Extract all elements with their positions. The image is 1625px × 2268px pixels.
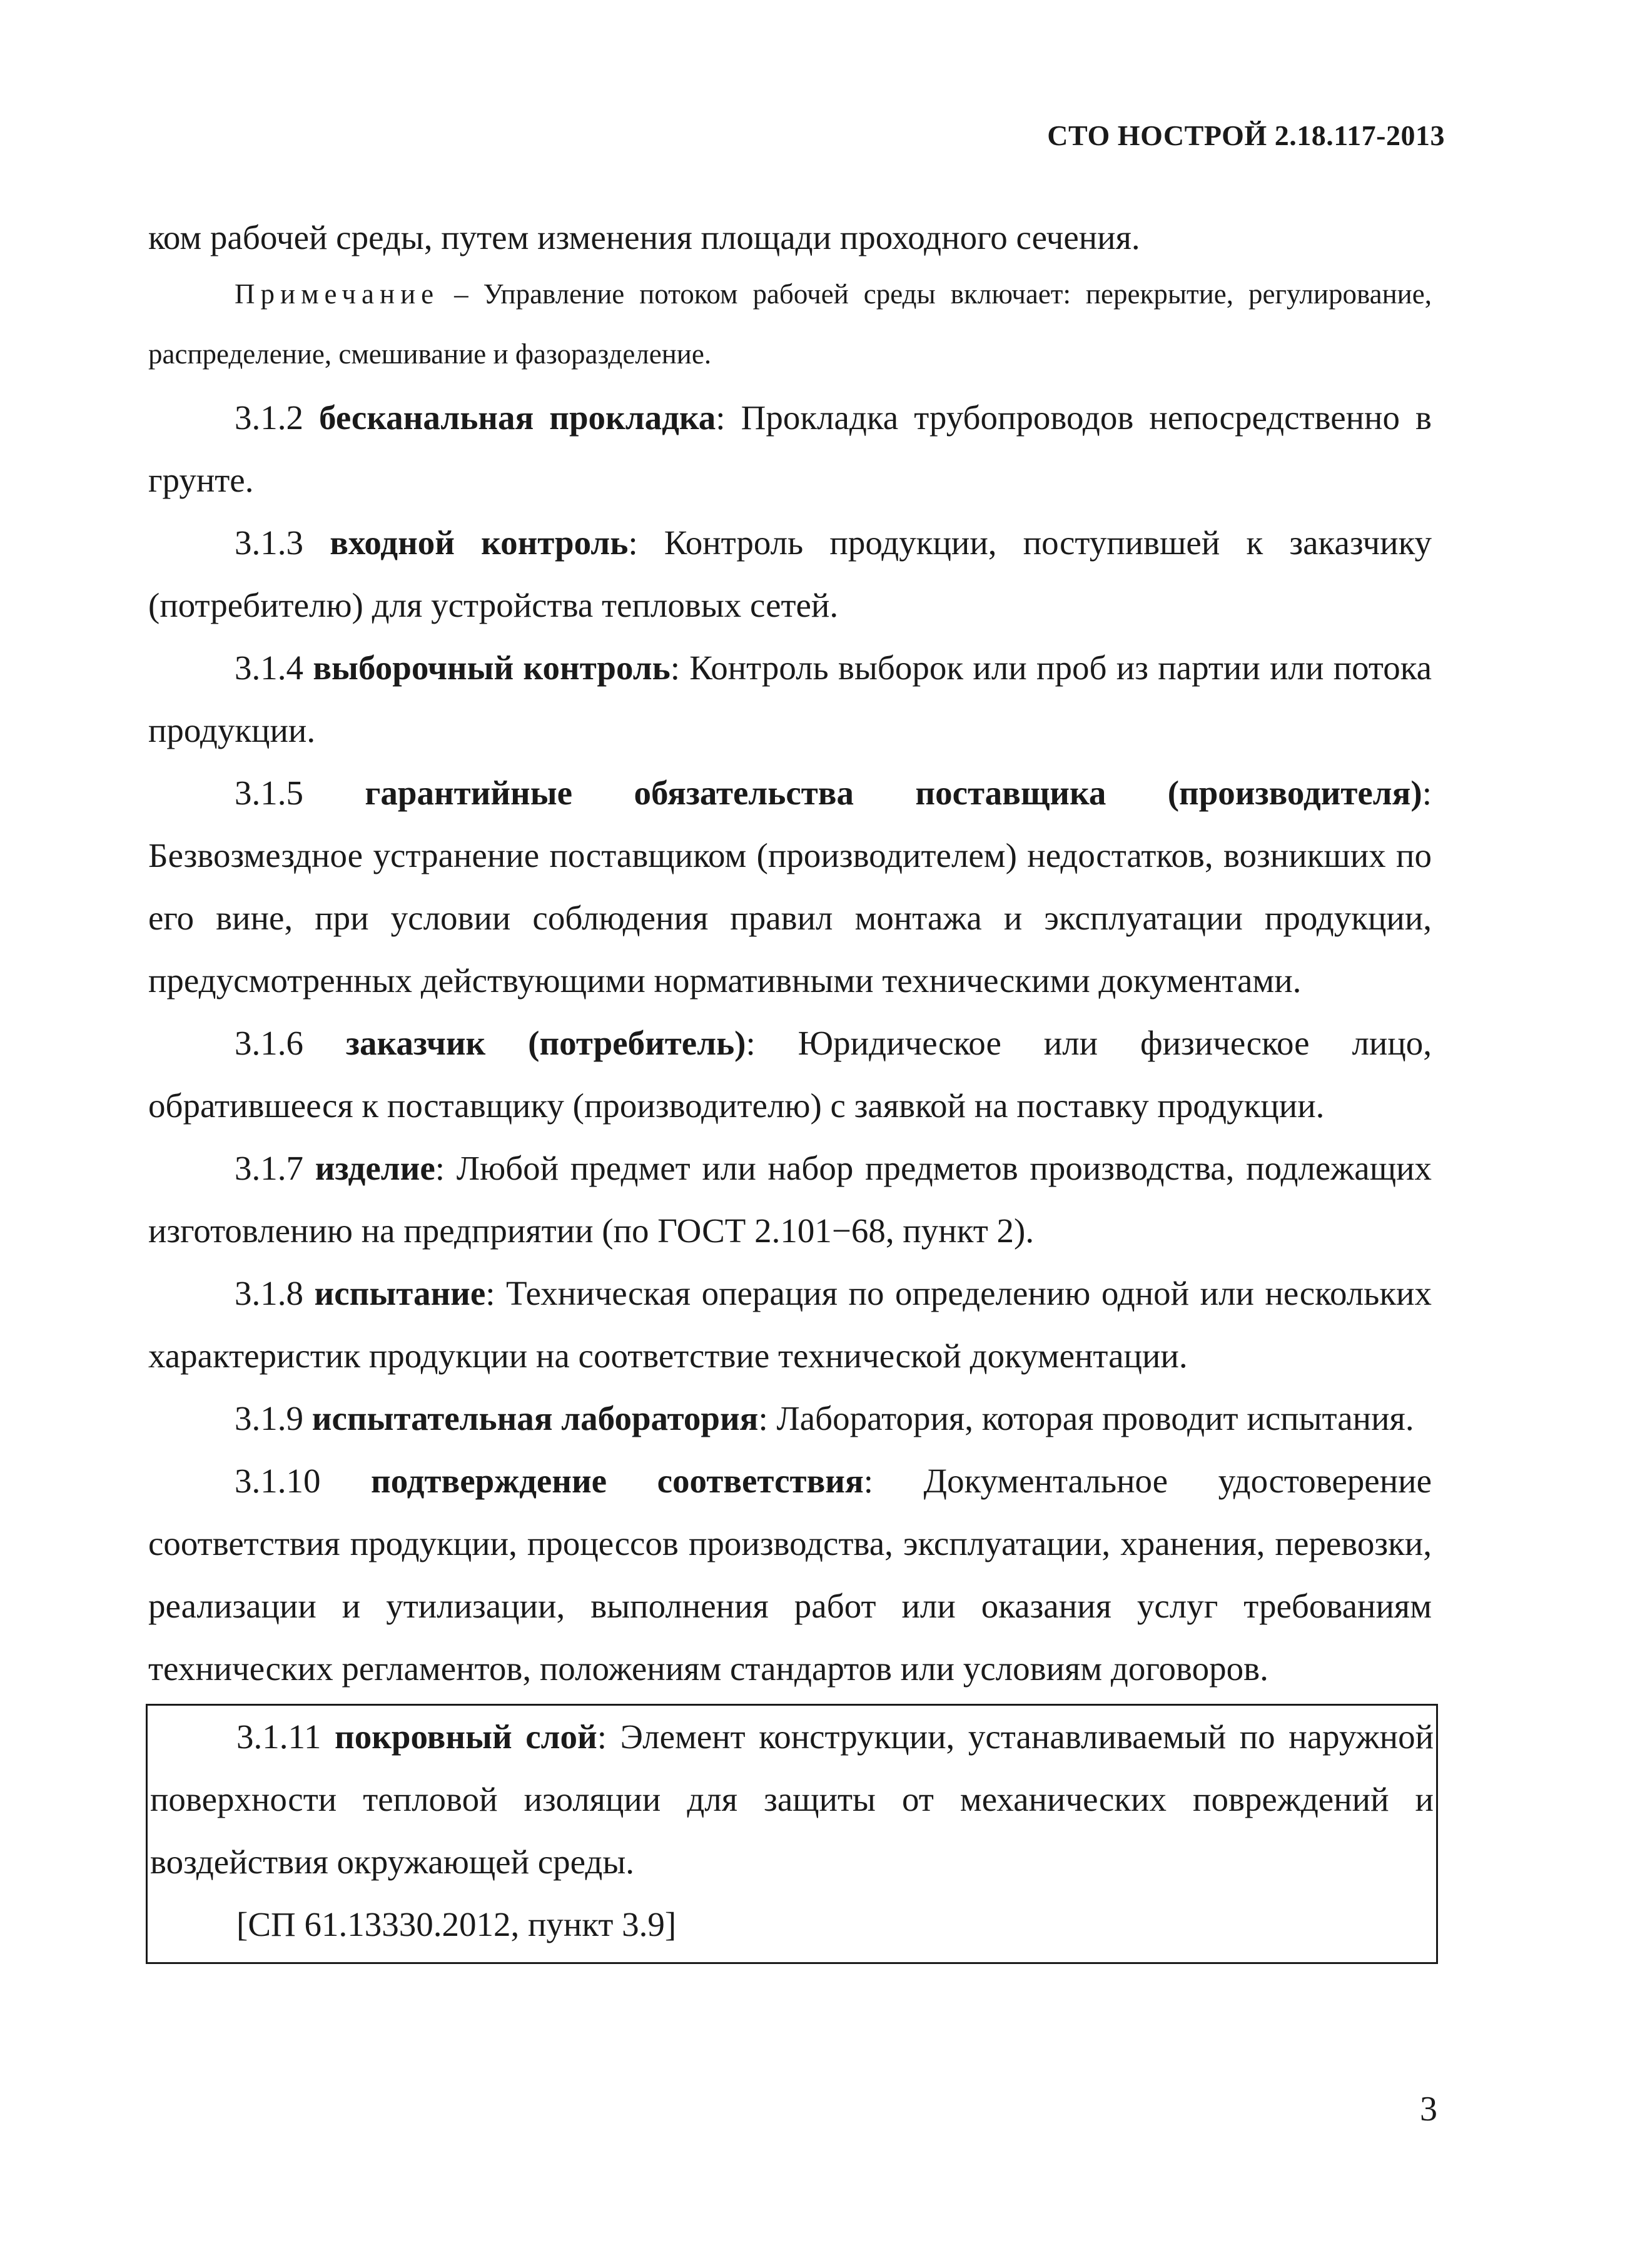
definition-3-1-7 [148, 1137, 1432, 1262]
definition-number: 3.1.4 [235, 649, 313, 687]
definition-number: 3.1.11 [236, 1718, 335, 1756]
document-header: СТО НОСТРОЙ 2.18.117-2013 [1047, 119, 1445, 151]
definition-number: 3.1.5 [235, 774, 365, 812]
definition-text: : Юридическое или физическое лицо, обратившееся к поставщику (производителю) с заявкой на поставку продукции. [148, 1024, 1432, 1125]
definition-number: 3.1.10 [235, 1462, 372, 1500]
definition-text: : Прокладка трубопроводов непосредственно в грунте. [148, 398, 1432, 499]
definition-term: покровный слой [335, 1718, 597, 1756]
note-label: Примечание [235, 278, 440, 310]
definition-3-1-2 [148, 387, 1432, 512]
intro-paragraph: ком рабочей среды, путем изменения площади проходного сечения. [148, 218, 1140, 256]
definition-term: заказчик (потребитель) [345, 1024, 746, 1062]
definition-text: : Любой предмет или набор предметов производства, подлежащих изготовлению на предприятии (по ГОСТ 2.101−68, пункт 2). [148, 1149, 1432, 1250]
definition-3-1-9 [148, 1387, 1432, 1450]
definition-term: входной контроль [330, 524, 629, 562]
definition-text: : Элемент конструкции, устанавливаемый по наружной поверхности тепловой изоляции для защиты от механических повреждений и воздействия окружающей среды. [150, 1718, 1434, 1881]
definition-term: испытание [314, 1274, 486, 1312]
definition-term: бесканальная прокладка [319, 398, 716, 437]
boxed-definition [146, 1704, 1438, 1964]
note-text: – Управление потоком рабочей среды включает: перекрытие, регулирование, распределение, смешивание и фазоразделение. [148, 278, 1432, 370]
definition-3-1-11 [150, 1706, 1434, 1893]
definition-3-1-6 [148, 1012, 1432, 1137]
definition-3-1-8 [148, 1262, 1432, 1387]
definition-number: 3.1.6 [235, 1024, 346, 1062]
page-number: 3 [1420, 2090, 1437, 2129]
definition-term: подтверждение соответствия [371, 1462, 864, 1500]
definition-number: 3.1.8 [235, 1274, 315, 1312]
definition-text: : Лаборатория, которая проводит испытания. [758, 1399, 1414, 1437]
note-paragraph [148, 264, 1432, 384]
definition-number: 3.1.3 [235, 524, 330, 562]
definition-text: : Контроль продукции, поступившей к заказчику (потребителю) для устройства тепловых сетей. [148, 524, 1432, 624]
definition-text: : Техническая операция по определению одной или нескольких характеристик продукции на соответствие технической документации. [148, 1274, 1432, 1375]
definition-term: изделие [315, 1149, 435, 1187]
definition-reference: [СП 61.13330.2012, пункт 3.9] [236, 1905, 677, 1943]
definition-3-1-10 [148, 1450, 1432, 1700]
definition-number: 3.1.7 [235, 1149, 315, 1187]
definition-term: выборочный контроль [313, 649, 671, 687]
definition-3-1-4 [148, 637, 1432, 762]
definition-text: : Документальное удостоверение соответствия продукции, процессов производства, эксплуатации, хранения, перевозки, реализации и утилизации, выполнения работ или оказания услуг требованиям технических регламентов, положениям стандартов или условиям договоров. [148, 1462, 1432, 1688]
definition-term: испытательная лаборатория [311, 1399, 759, 1437]
definition-text: : Контроль выборок или проб из партии или потока продукции. [148, 649, 1432, 749]
definition-text: : Безвозмездное устранение поставщиком (производителем) недостатков, возникших по его вине, при условии соблюдения правил монтажа и эксплуатации продукции, предусмотренных действующими нормативными техническими документами. [148, 774, 1432, 1000]
definition-term: гарантийные обязательства поставщика (производителя) [365, 774, 1422, 812]
definition-number: 3.1.9 [235, 1399, 312, 1437]
document-body [148, 206, 1432, 1964]
definition-3-1-3 [148, 512, 1432, 637]
definition-3-1-5 [148, 762, 1432, 1012]
definition-number: 3.1.2 [235, 398, 320, 437]
